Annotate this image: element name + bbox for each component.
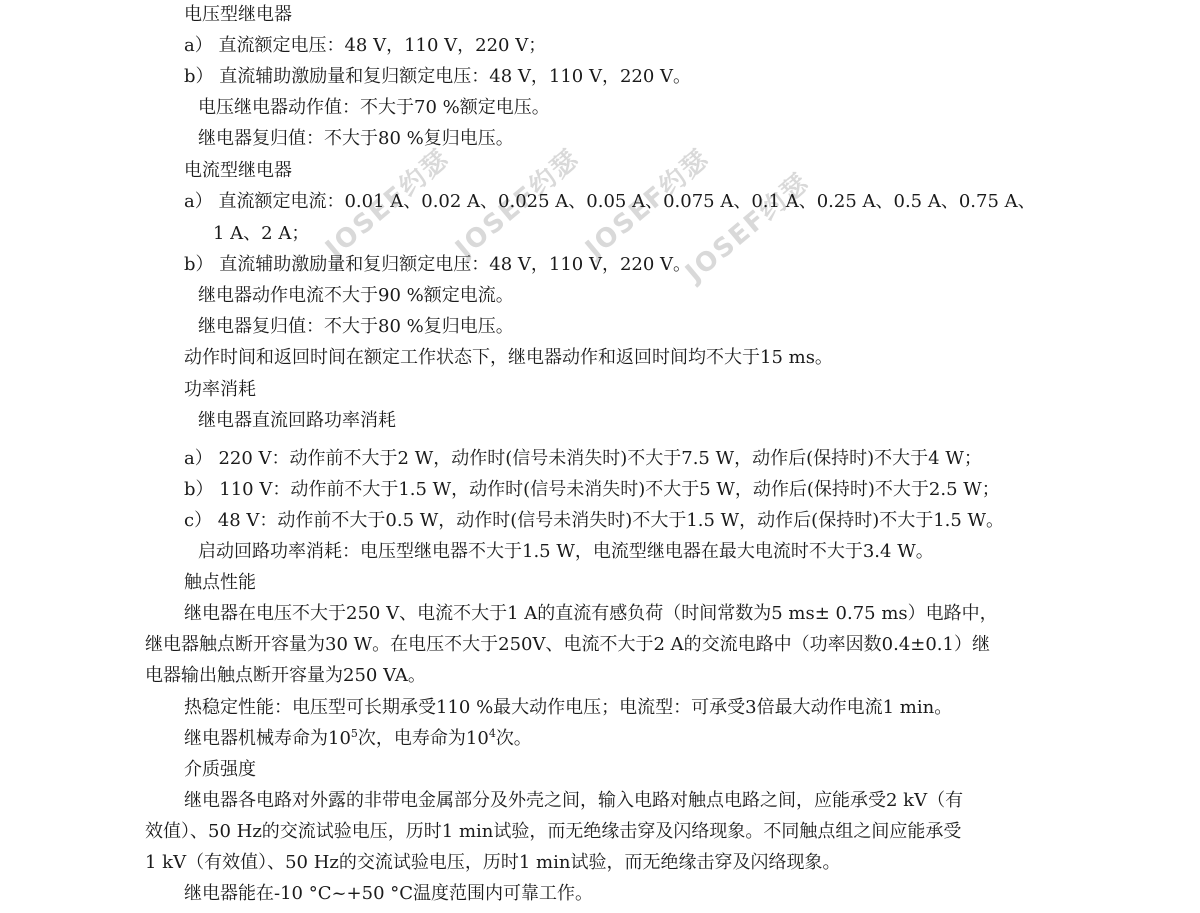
list-item: a） 直流额定电流：0.01 A、0.02 A、0.025 A、0.05 A、0.075 A、0.1 A、0.25 A、0.5 A、0.75 A、: [184, 191, 1036, 212]
paragraph-line: 继电器触点断开容量为30 W。在电压不大于250V、电流不大于2 A的交流电路中（功率因数0.4±0.1）继: [145, 634, 990, 655]
section-heading: 触点性能: [184, 572, 256, 593]
text-run: 次。: [495, 728, 532, 749]
list-item-continuation: 1 A、2 A；: [213, 223, 310, 244]
superscript: 4: [488, 727, 496, 740]
section-heading: 电压型继电器: [184, 4, 292, 25]
section-heading: 电流型继电器: [184, 160, 292, 181]
watermark-text: JOSEF约瑟: [680, 167, 816, 289]
superscript: 5: [350, 727, 358, 740]
paragraph-line: 1 kV（有效值）、50 Hz的交流试验电压，历时1 min试验，而无绝缘击穿及闪络现象。: [145, 852, 841, 873]
list-item: a） 直流额定电压：48 V，110 V，220 V；: [184, 35, 547, 56]
list-item: b） 110 V：动作前不大于1.5 W，动作时(信号未消失时)不大于5 W，动作后(保持时)不大于2.5 W；: [184, 479, 1000, 500]
paragraph-line: 动作时间和返回时间在额定工作状态下，继电器动作和返回时间均不大于15 ms。: [184, 347, 833, 368]
watermark-text: JOSEF约瑟: [320, 143, 456, 265]
paragraph-line: 继电器复归值：不大于80 %复归电压。: [198, 128, 514, 149]
paragraph-line: 启动回路功率消耗：电压型继电器不大于1.5 W，电流型继电器在最大电流时不大于3.4 W。: [198, 541, 934, 562]
list-item: a） 220 V：动作前不大于2 W，动作时(信号未消失时)不大于7.5 W，动作后(保持时)不大于4 W；: [184, 448, 982, 469]
watermark-text: JOSEF约瑟: [580, 143, 716, 265]
watermark-text: JOSEF约瑟: [450, 143, 586, 265]
text-run: 次，电寿命为10: [357, 728, 489, 749]
section-heading: 介质强度: [184, 759, 256, 780]
section-heading: 功率消耗: [184, 379, 256, 400]
paragraph-line: 效值）、50 Hz的交流试验电压，历时1 min试验，而无绝缘击穿及闪络现象。不同触点组之间应能承受: [145, 821, 962, 842]
paragraph-line: 继电器复归值：不大于80 %复归电压。: [198, 316, 514, 337]
list-item: c） 48 V：动作前不大于0.5 W，动作时(信号未消失时)不大于1.5 W，动作后(保持时)不大于1.5 W。: [184, 510, 1005, 531]
text-run: 继电器机械寿命为10: [184, 728, 351, 749]
paragraph-line: 继电器在电压不大于250 V、电流不大于1 A的直流有感负荷（时间常数为5 ms± 0.75 ms）电路中，: [184, 603, 998, 624]
list-item: b） 直流辅助激励量和复归额定电压：48 V，110 V，220 V。: [184, 66, 692, 87]
paragraph-line: [184, 728, 532, 750]
paragraph-line: 继电器动作电流不大于90 %额定电流。: [198, 285, 514, 306]
paragraph-line: 继电器各电路对外露的非带电金属部分及外壳之间，输入电路对触点电路之间，应能承受2 kV（有: [184, 790, 964, 811]
subsection-heading: 继电器直流回路功率消耗: [198, 410, 396, 431]
paragraph-line: 电器输出触点断开容量为250 VA。: [145, 665, 426, 686]
paragraph-line: 热稳定性能：电压型可长期承受110 %最大动作电压；电流型：可承受3倍最大动作电流1 min。: [184, 697, 953, 718]
paragraph-line: 继电器能在-10 °C~+50 °C温度范围内可靠工作。: [184, 883, 594, 904]
paragraph-line: 电压继电器动作值：不大于70 %额定电压。: [198, 97, 550, 118]
list-item: b） 直流辅助激励量和复归额定电压：48 V，110 V，220 V。: [184, 254, 692, 275]
